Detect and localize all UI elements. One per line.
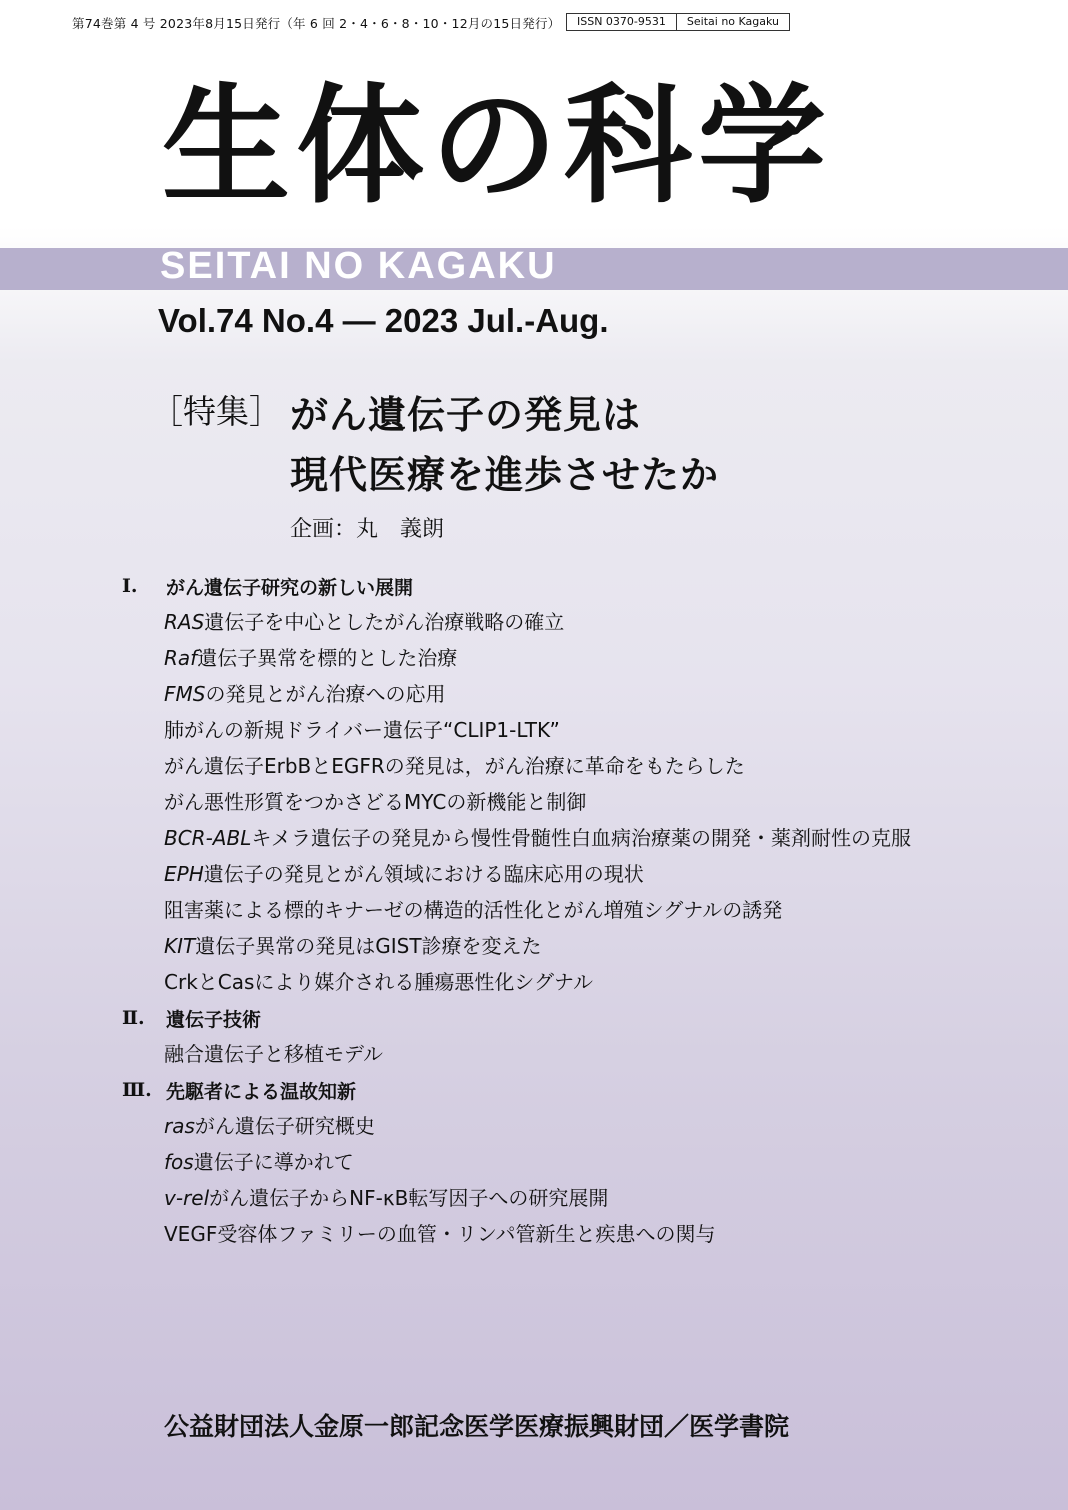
toc-section-title: 先駆者による温故知新 bbox=[166, 1080, 357, 1103]
feature-title-line-2: 現代医療を進歩させたか bbox=[290, 453, 720, 497]
toc-article bbox=[164, 1180, 911, 1216]
toc-section-title: がん遺伝子研究の新しい展開 bbox=[166, 576, 414, 599]
toc-section-heading bbox=[122, 568, 911, 604]
toc-article bbox=[164, 928, 911, 964]
toc-article-title: 遺伝子を中心としたがん治療戦略の確立 bbox=[204, 610, 565, 634]
issn-box bbox=[566, 13, 790, 31]
toc-article bbox=[164, 964, 911, 1000]
toc-article-title: 遺伝子に導かれて bbox=[193, 1150, 354, 1174]
toc-article-gene: KIT bbox=[164, 934, 196, 958]
table-of-contents bbox=[122, 568, 911, 1252]
toc-section-number: Ⅰ. bbox=[122, 575, 138, 597]
toc-article-gene: RAS bbox=[164, 610, 205, 634]
toc-article-gene: BCR-ABL bbox=[164, 826, 252, 850]
feature-editor: 企画：丸 義朗 bbox=[290, 517, 445, 542]
toc-article-title: 遺伝子の発見とがん領域における臨床応用の現状 bbox=[203, 862, 644, 886]
journal-roman-small: Seitai no Kagaku bbox=[676, 14, 789, 30]
toc-article bbox=[164, 856, 911, 892]
toc-article-title: の発見とがん治療への応用 bbox=[205, 682, 446, 706]
toc-article-title: VEGF受容体ファミリーの血管・リンパ管新生と疾患への関与 bbox=[164, 1222, 716, 1246]
journal-roman-title: SEITAI NO KAGAKU bbox=[160, 245, 557, 287]
toc-article-title: がん遺伝子ErbBとEGFRの発見は，がん治療に革命をもたらした bbox=[164, 754, 745, 778]
publisher: 公益財団法人金原一郎記念医学医療振興財団／医学書院 bbox=[164, 1412, 790, 1441]
toc-article-title: がん悪性形質をつかさどるMYCの新機能と制御 bbox=[164, 790, 587, 814]
toc-article bbox=[164, 1108, 911, 1144]
toc-article bbox=[164, 640, 911, 676]
toc-article bbox=[164, 712, 911, 748]
feature-title-line-1: がん遺伝子の発見は bbox=[290, 393, 642, 437]
toc-article-gene: Raf bbox=[164, 646, 198, 670]
toc-article bbox=[164, 784, 911, 820]
toc-article-title: がん遺伝子からNF-κB転写因子への研究展開 bbox=[209, 1186, 609, 1210]
toc-article-title: CrkとCasにより媒介される腫瘍悪性化シグナル bbox=[164, 970, 594, 994]
special-feature-label: ［特集］ bbox=[150, 392, 282, 431]
toc-article bbox=[164, 1216, 911, 1252]
toc-article-gene: ras bbox=[164, 1114, 195, 1138]
toc-article-gene: fos bbox=[164, 1150, 194, 1174]
toc-article bbox=[164, 604, 911, 640]
toc-section-number: Ⅱ. bbox=[122, 1007, 145, 1029]
toc-section-number: Ⅲ. bbox=[122, 1079, 152, 1101]
toc-article bbox=[164, 892, 911, 928]
toc-article-gene: FMS bbox=[164, 682, 206, 706]
toc-article-title: キメラ遺伝子の発見から慢性骨髄性白血病治療薬の開発・薬剤耐性の克服 bbox=[251, 826, 911, 850]
toc-section-heading bbox=[122, 1000, 911, 1036]
toc-article-gene: EPH bbox=[164, 862, 204, 886]
volume-line: Vol.74 No.4 ― 2023 Jul.-Aug. bbox=[158, 302, 609, 339]
toc-article-title: 遺伝子異常を標的とした治療 bbox=[197, 646, 458, 670]
journal-title: 生体の科学 bbox=[162, 71, 833, 221]
toc-article-title: がん遺伝子研究概史 bbox=[194, 1114, 375, 1138]
toc-section-heading bbox=[122, 1072, 911, 1108]
issue-info: 第74巻第 4 号 2023年8月15日発行（年 6 回 2・4・6・8・10・12月の15日発行） bbox=[72, 16, 561, 31]
toc-article-title: 遺伝子異常の発見はGIST診療を変えた bbox=[195, 934, 542, 958]
toc-article bbox=[164, 1144, 911, 1180]
toc-article bbox=[164, 748, 911, 784]
issn-number: ISSN 0370-9531 bbox=[577, 15, 666, 28]
toc-article-title: 融合遺伝子と移植モデル bbox=[164, 1042, 383, 1066]
toc-article-title: 肺がんの新規ドライバー遺伝子“CLIP1-LTK” bbox=[164, 718, 560, 742]
toc-article-title: 阻害薬による標的キナーゼの構造的活性化とがん増殖シグナルの誘発 bbox=[164, 898, 783, 922]
toc-article bbox=[164, 1036, 911, 1072]
toc-section-title: 遺伝子技術 bbox=[166, 1008, 262, 1031]
toc-article bbox=[164, 676, 911, 712]
toc-article-gene: v-rel bbox=[164, 1186, 210, 1210]
toc-article bbox=[164, 820, 911, 856]
